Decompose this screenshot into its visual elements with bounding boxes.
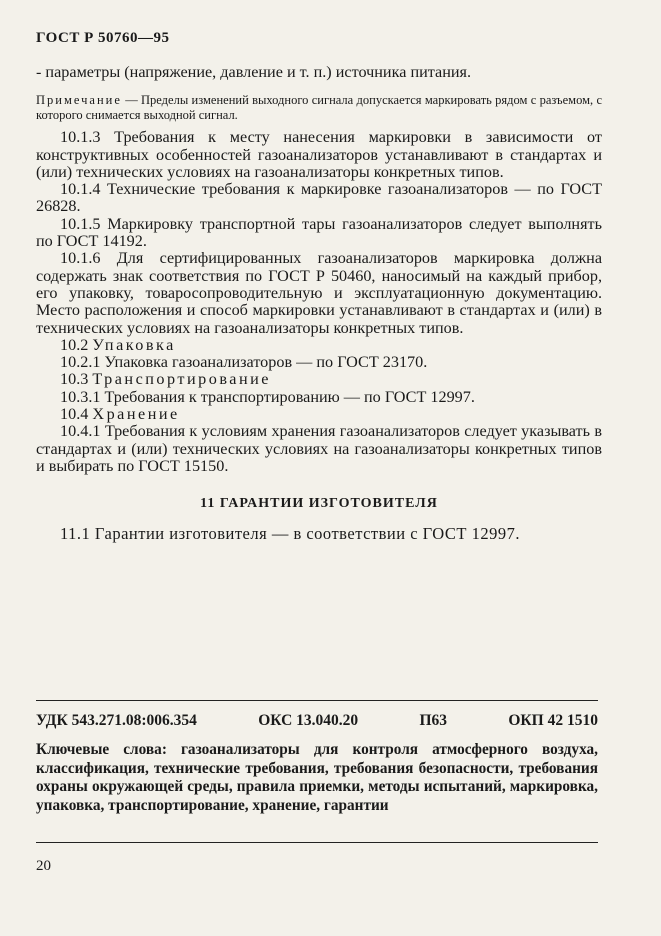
heading-10-3-title: Транспортирование bbox=[92, 370, 271, 389]
heading-10-4 bbox=[36, 406, 602, 423]
clause-10-4-1: 10.4.1 Требования к условиям хранения газоанализаторов следует указывать в стандартах и (или) технических условиях на газоанализаторы конкретных типов и выбирать по ГОСТ 15150. bbox=[36, 422, 602, 475]
clause-10-1-5: 10.1.5 Маркировку транспортной тары газоанализаторов следует выполнять по ГОСТ 14192. bbox=[36, 214, 602, 251]
keywords: Ключевые слова: газоанализаторы для контроля атмосферного воздуха, классификация, технические требования, требования безопасности, требования охраны окружающей среды, правила приемки, методы испытаний, маркировка, упаковка, транспортирование, хранение, гарантии bbox=[36, 741, 598, 814]
page-number: 20 bbox=[36, 858, 51, 874]
params-line: - параметры (напряжение, давление и т. п.) источника питания. bbox=[36, 63, 472, 81]
note-text: — Пределы изменений выходного сигнала допускается маркировать рядом с разъемом, с которого снимается выходной сигнал. bbox=[36, 93, 602, 123]
heading-10-3 bbox=[36, 371, 602, 388]
footer-divider-top bbox=[36, 700, 598, 701]
clause-10-1-3: 10.1.3 Требования к месту нанесения маркировки в зависимости от конструктивных особенностей газоанализаторов устанавливают в стандартах и (или) технических условиях на газоанализаторы конкретных типов. bbox=[36, 128, 602, 181]
clause-10-1-4: 10.1.4 Технические требования к маркировке газоанализаторов — по ГОСТ 26828. bbox=[36, 180, 602, 216]
oks-code: ОКС 13.040.20 bbox=[258, 712, 359, 729]
clause-10-3-1: 10.3.1 Требования к транспортированию — по ГОСТ 12997. bbox=[60, 387, 475, 406]
section-11-title: 11 ГАРАНТИИ ИЗГОТОВИТЕЛЯ bbox=[200, 496, 438, 512]
classification-line bbox=[36, 712, 598, 730]
heading-10-3-number: 10.3 bbox=[60, 370, 89, 389]
heading-10-2 bbox=[36, 337, 602, 354]
heading-10-4-number: 10.4 bbox=[60, 405, 89, 424]
footer-divider-bottom bbox=[36, 842, 598, 843]
clause-11-1: 11.1 Гарантии изготовителя — в соответствии с ГОСТ 12997. bbox=[60, 523, 520, 543]
clause-10-1-6: 10.1.6 Для сертифицированных газоанализаторов маркировка должна содержать знак соответствия по ГОСТ Р 50460, наносимый на каждый прибор, его упаковку, товаросопроводительную и эксплуатационную документацию. Место расположения и способ маркировки устанавливают в стандартах и (или) в технических условиях на газоанализаторы конкретных типов. bbox=[36, 249, 602, 337]
heading-10-4-title: Хранение bbox=[92, 405, 180, 424]
heading-10-2-title: Упаковка bbox=[92, 335, 176, 354]
udk-code: УДК 543.271.08:006.354 bbox=[36, 712, 197, 729]
standard-header: ГОСТ Р 50760—95 bbox=[36, 30, 170, 46]
okp-code: ОКП 42 1510 bbox=[508, 712, 598, 729]
note-label: Примечание bbox=[36, 93, 122, 108]
heading-10-2-number: 10.2 bbox=[60, 335, 89, 354]
note bbox=[36, 93, 602, 123]
clause-10-2-1: 10.2.1 Упаковка газоанализаторов — по ГОСТ 23170. bbox=[60, 353, 428, 372]
document-body bbox=[36, 64, 602, 542]
p63-code: П63 bbox=[419, 712, 448, 729]
